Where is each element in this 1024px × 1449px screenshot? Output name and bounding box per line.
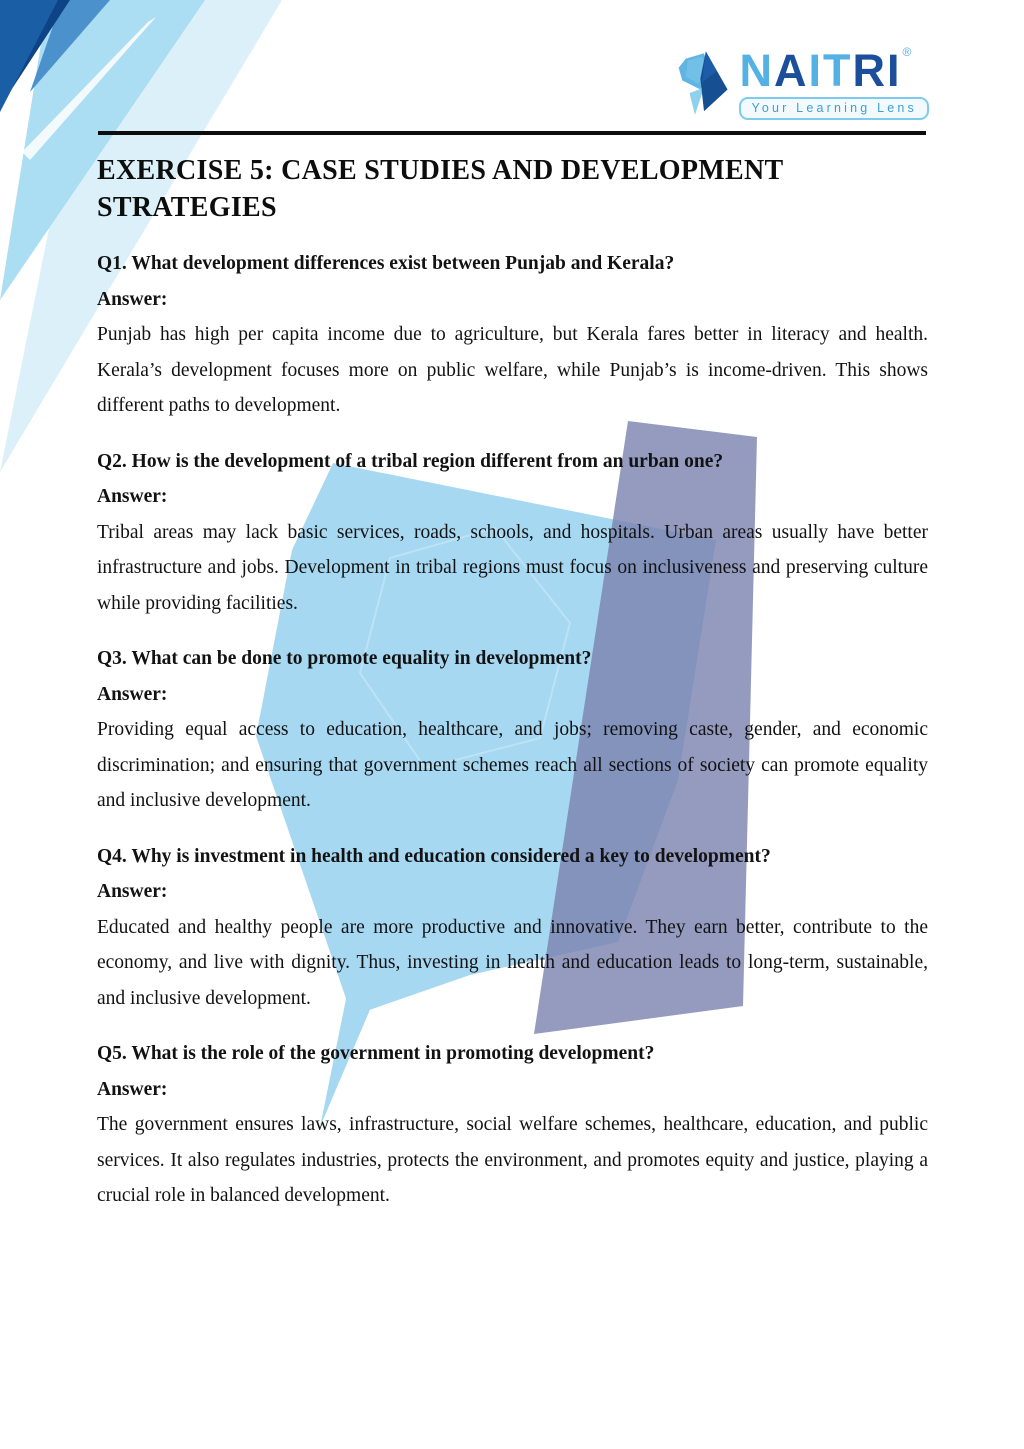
question-text: Q3. What can be done to promote equality in development? — [97, 648, 592, 669]
brand-tagline: Your Learning Lens — [739, 97, 929, 120]
brand-letter: N — [739, 45, 774, 96]
answer-label: Answer: — [97, 288, 168, 310]
answer-text: Educated and healthy people are more productive and innovative. They earn better, contribute to the economy, and live with dignity. Thus, investing in health and education leads to long-term, sustainable, and inclusive development. — [97, 916, 928, 1009]
question-text: Q5. What is the role of the government in promoting development? — [97, 1043, 655, 1064]
answer-text: Providing equal access to education, healthcare, and jobs; removing caste, gender, and economic discrimination; and ensuring that government schemes reach all sections of society can promote equality and inclusive development. — [97, 719, 928, 811]
brand-letter: I — [808, 45, 823, 96]
logo-text — [739, 45, 929, 120]
header-rule — [98, 131, 926, 135]
answer-text: Punjab has high per capita income due to agriculture, but Kerala fares better in literacy and health. Kerala’s development focuses more on public welfare, while Punjab’s is income-driven. This shows different paths to development. — [97, 324, 928, 416]
answer-text: The government ensures laws, infrastructure, social welfare schemes, healthcare, education, and public services. It also regulates industries, protects the environment, and promotes equity and justice, playing a crucial role in balanced development. — [97, 1114, 928, 1206]
question-text: Q1. What development differences exist between Punjab and Kerala? — [97, 253, 675, 274]
answer-label: Answer: — [97, 486, 168, 507]
qa-block — [97, 444, 928, 622]
answer-text: Tribal areas may lack basic services, roads, schools, and hospitals. Urban areas usually have better infrastructure and jobs. Development in tribal regions must focus on inclusiveness and preserving culture while providing facilities. — [97, 521, 928, 614]
brand-letter: R — [852, 45, 887, 96]
logo-mark-icon — [675, 48, 733, 120]
brand-letter: T — [822, 45, 853, 96]
naitri-logo — [675, 45, 929, 120]
answer-label: Answer: — [97, 881, 168, 902]
registered-mark: ® — [902, 45, 912, 59]
answer-label: Answer: — [97, 1078, 168, 1100]
answer-label: Answer: — [97, 683, 168, 705]
qa-block — [97, 1036, 928, 1214]
brand-letter: A — [773, 45, 809, 96]
qa-block — [97, 246, 928, 424]
page-title: EXERCISE 5: CASE STUDIES AND DEVELOPMENT STRATEGIES — [97, 155, 783, 223]
header — [0, 0, 1024, 152]
document-content — [97, 152, 928, 1214]
brand-letter: I — [886, 45, 902, 96]
brand-word — [739, 45, 902, 96]
qa-block — [97, 839, 928, 1017]
brand-row — [739, 45, 912, 96]
question-text: Q4. Why is investment in health and education considered a key to development? — [97, 845, 771, 867]
question-text: Q2. How is the development of a tribal region different from an urban one? — [97, 450, 724, 472]
qa-block — [97, 641, 928, 819]
